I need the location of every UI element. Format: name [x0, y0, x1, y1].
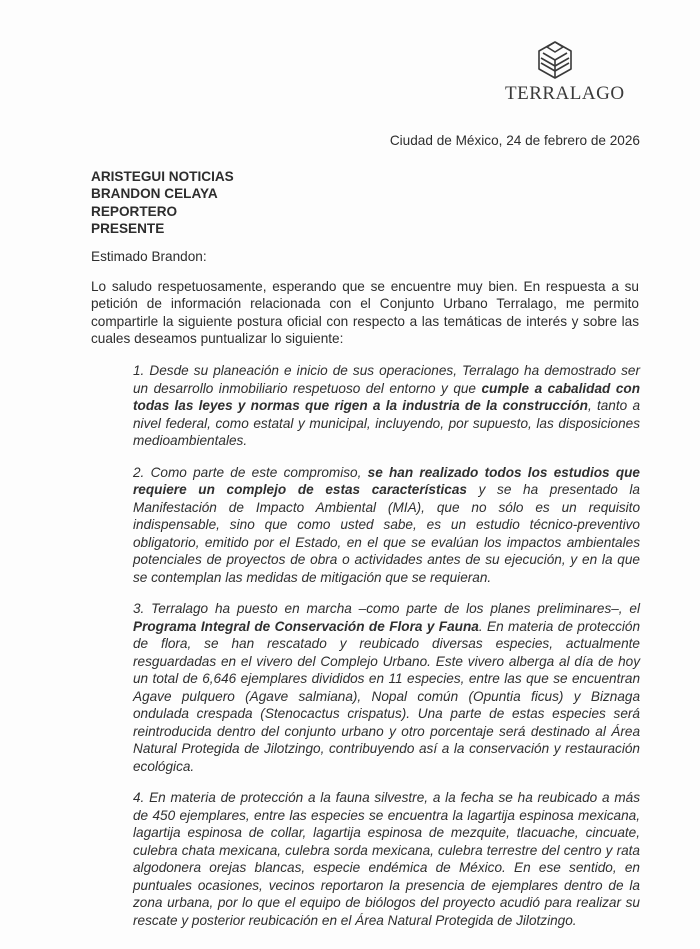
numbered-item-2 — [133, 464, 640, 587]
item-text: , tanto a nivel federal, como estatal y municipal, incluyendo, por supuesto, las disposiciones medioambientales. — [133, 398, 640, 448]
addressee-block — [91, 168, 640, 238]
addressee-organization: ARISTEGUI NOTICIAS — [91, 169, 234, 184]
item-emphasis: cumple a cabalidad con todas las leyes y normas que rigen a la industria de la construcción — [133, 380, 641, 413]
letterhead — [91, 40, 640, 152]
item-text: 3. Terralago ha puesto en marcha –como parte de los planes preliminares–, el — [133, 601, 640, 616]
greeting: Estimado Brandon: — [91, 248, 207, 264]
item-text: 2. Como parte de este compromiso, — [133, 464, 368, 480]
item-text: . En materia de protección de flora, se han rescatado y reubicado diversas especies, actualmente resguardadas en el vivero del Complejo Urbano. Este vivero alberga al día de hoy un total de 6,646 ejemplares divididos en 11 especies, entre las que se encuentran Agave pulquero (Agave salmiana), Nopal común (Opuntia ficus) y Biznaga ondulada crespada (Stenocactus crispatus). Una parte de estas especies será reintroducida dentro del conjunto urbano y otro porcentaje será destinado al Área Natural Protegida de Jilotzingo, contribuyendo así a la conservación y restauración ecológica. — [133, 618, 641, 774]
addressee-presente: PRESENTE — [91, 221, 165, 237]
addressee-name: BRANDON CELAYA — [91, 186, 218, 202]
intro-paragraph: Lo saludo respetuosamente, esperando que se encuentre muy bien. En respuesta a su petición de información relacionada con el Conjunto Urbano Terralago, me permito compartirle la siguiente postura oficial con respecto a las temáticas de interés y sobre las cuales deseamos puntualizar lo siguiente: — [91, 278, 639, 347]
numbered-item-4 — [133, 789, 640, 929]
item-text: 1. Desde su planeación e inicio de sus operaciones, Terralago ha demostrado ser un desarrollo inmobiliario respetuoso del entorno y que — [133, 363, 640, 396]
date-line: Ciudad de México, 24 de febrero de 2026 — [389, 133, 640, 148]
item-text: y se ha presentado la Manifestación de Impacto Ambiental (MIA), que no sólo es un requisito indispensable, sino que como usted sabe, es un estudio técnico-preventivo obligatorio, emitido por el Estado, en el que se evalúan los impactos ambientales potenciales de proyectos de obra o actividades antes de su ejecución, y en la que se contemplan las medidas de mitigación que se requieran. — [133, 482, 640, 585]
numbered-item-1 — [133, 362, 640, 450]
item-text: 4. En materia de protección a la fauna silvestre, a la fecha se ha reubicado a más de 450 ejemplares, entre las especies se encuentra la lagartija espinosa mexicana, lagartija espinosa de collar, lagartija espinosa de mezquite, tlacuache, cincuate, culebra chata mexicana, culebra sorda mexicana, culebra terrestre del centro y rata algodonera orejas blancas, especie endémica de México. En ese sentido, en puntuales ocasiones, vecinos reportaron la presencia de ejemplares dentro de la zona urbana, por lo que el equipo de biólogos del proyecto acudió para realizar su rescate y posterior reubicación en el Área Natural Protegida de Jilotzingo. — [133, 790, 640, 928]
brand-name: TERRALAGO — [505, 83, 625, 104]
item-emphasis: Programa Integral de Conservación de Flora y Fauna — [133, 618, 479, 634]
letterhead-logo — [505, 40, 625, 105]
item-emphasis: se han realizado todos los estudios que requiere un complejo de estas características — [133, 464, 640, 497]
numbered-item-3 — [133, 600, 640, 775]
layered-cube-icon — [536, 40, 574, 80]
addressee-title: REPORTERO — [91, 203, 178, 219]
